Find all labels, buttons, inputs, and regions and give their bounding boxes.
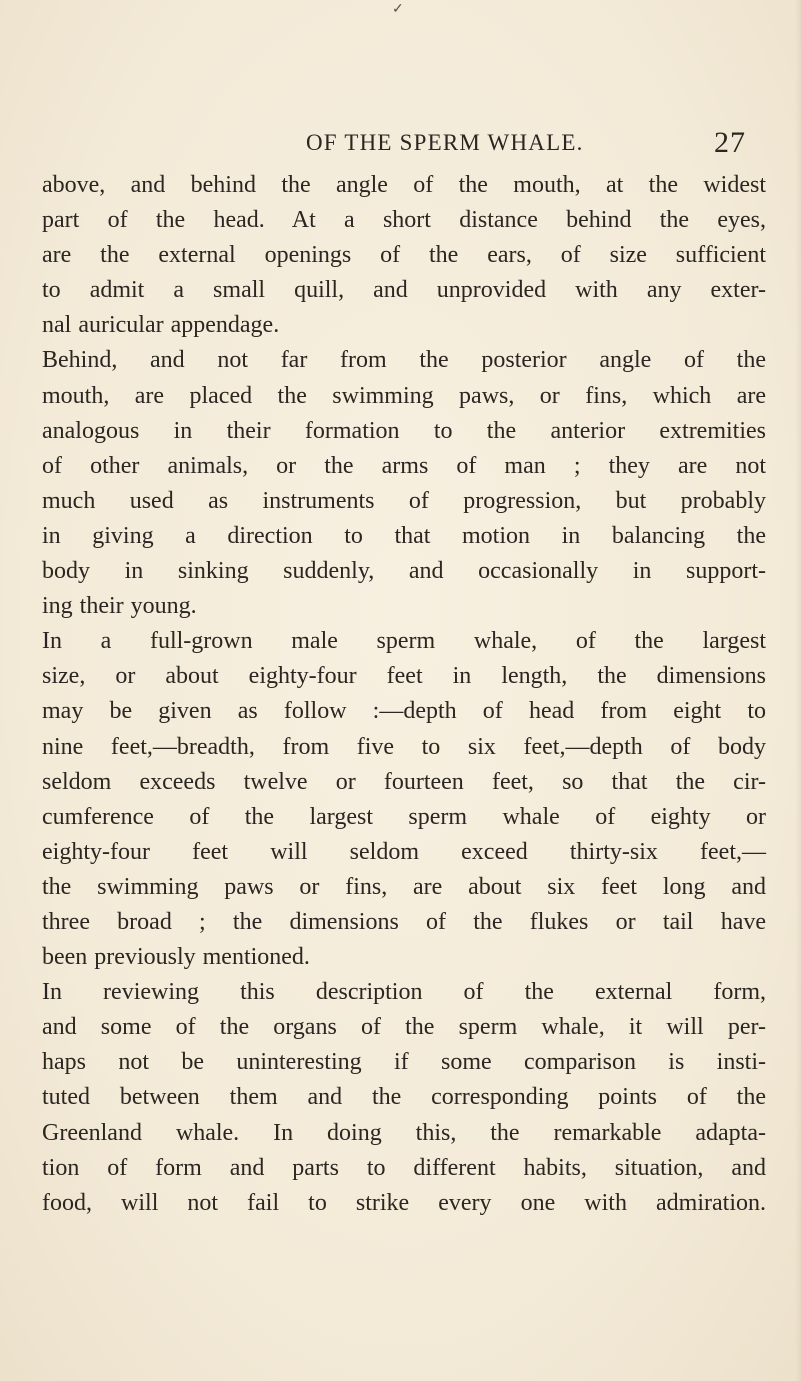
text-line: body in sinking suddenly, and occasionally in support-: [42, 558, 766, 585]
text-line: been previously mentioned.: [42, 944, 310, 971]
text-line: part of the head. At a short distance behind the eyes,: [42, 207, 766, 234]
text-line: tuted between them and the corresponding points of the: [42, 1084, 766, 1111]
text-line: in giving a direction to that motion in balancing the: [42, 522, 766, 549]
text-line: food, will not fail to strike every one with admiration.: [42, 1189, 766, 1216]
page-number: 27: [714, 126, 746, 159]
text-line: haps not be uninteresting if some comparison is insti-: [42, 1049, 766, 1076]
text-line: seldom exceeds twelve or fourteen feet, so that the cir-: [42, 768, 766, 795]
text-line: to admit a small quill, and unprovided with any exter-: [42, 277, 766, 304]
text-line: In reviewing this description of the external form,: [42, 979, 766, 1006]
text-line: ing their young.: [42, 593, 197, 620]
running-title: OF THE SPERM WHALE.: [306, 130, 584, 155]
text-line: may be given as follow :—depth of head from eight to: [42, 698, 766, 725]
text-line: are the external openings of the ears, of size sufficient: [42, 242, 766, 269]
text-line: the swimming paws or fins, are about six feet long and: [42, 873, 766, 900]
page-edge-shadow: [795, 0, 801, 1381]
text-line: nine feet,—breadth, from five to six feet,—depth of body: [42, 733, 766, 760]
text-line: size, or about eighty-four feet in length, the dimensions: [42, 663, 766, 690]
text-line: of other animals, or the arms of man ; they are not: [42, 452, 766, 479]
body-text: [42, 168, 766, 1221]
text-line: Behind, and not far from the posterior angle of the: [42, 347, 766, 374]
text-line: In a full-grown male sperm whale, of the largest: [42, 628, 766, 655]
running-head: [0, 128, 801, 160]
text-line: eighty-four feet will seldom exceed thirty-six feet,—: [42, 838, 766, 865]
text-line: mouth, are placed the swimming paws, or fins, which are: [42, 382, 766, 409]
text-line: above, and behind the angle of the mouth, at the widest: [42, 172, 766, 198]
text-line: analogous in their formation to the anterior extremities: [42, 417, 766, 444]
text-line: cumference of the largest sperm whale of eighty or: [42, 803, 766, 830]
text-line: three broad ; the dimensions of the flukes or tail have: [42, 908, 766, 935]
text-line: much used as instruments of progression, but probably: [42, 487, 766, 514]
text-line: Greenland whale. In doing this, the remarkable adapta-: [42, 1119, 766, 1146]
text-line: nal auricular appendage.: [42, 312, 280, 339]
pencil-tick-mark: ✓: [392, 2, 404, 17]
text-line: and some of the organs of the sperm whale, it will per-: [42, 1014, 766, 1041]
text-line: tion of form and parts to different habits, situation, and: [42, 1154, 766, 1181]
